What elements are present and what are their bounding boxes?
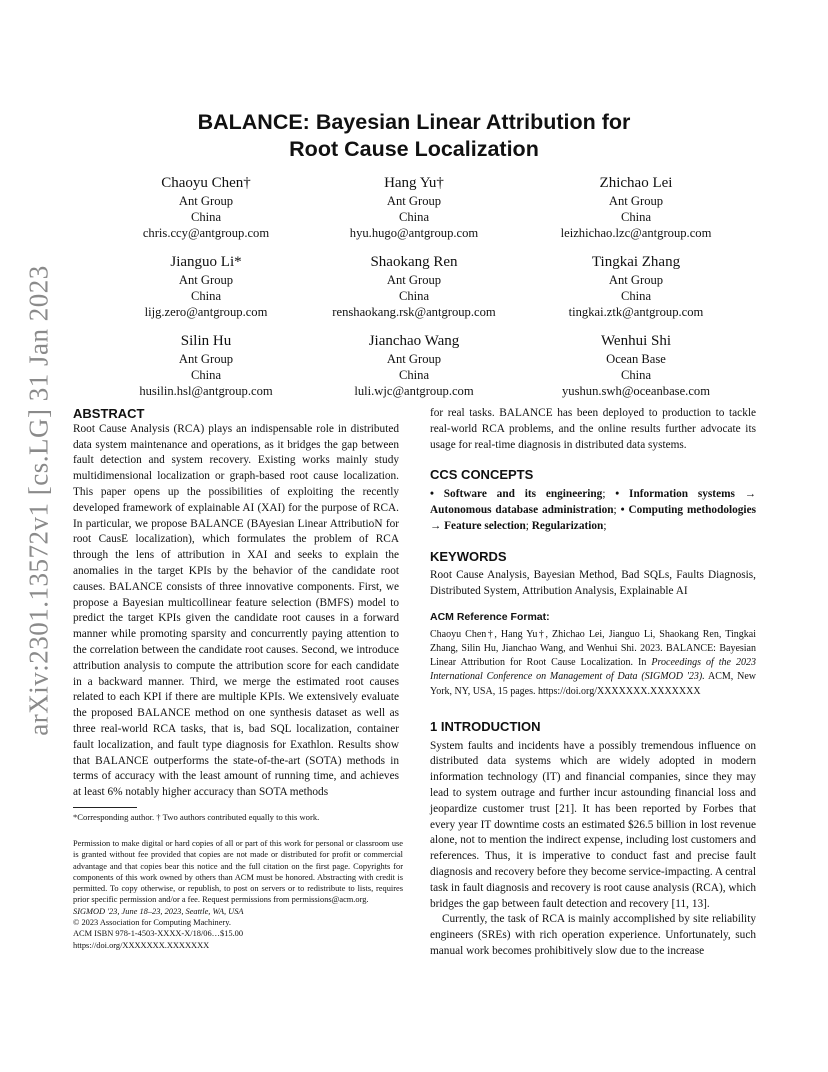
author-silin-hu: Silin Hu Ant Group China husilin.hsl@antgroup.com [139,333,273,398]
intro-p2: Currently, the task of RCA is mainly accomplished by site reliability engineers (SREs) with rich operation experience. Unfortunately, such manual work becomes prohibitively slow due to the increase [430,913,756,957]
left-column [73,406,399,801]
keywords-text: Root Cause Analysis, Bayesian Method, Bad SQLs, Faults Diagnosis, Distributed System, Attribution Analysis, Explainable AI [430,569,756,598]
intro-heading: 1 INTRODUCTION [430,718,541,734]
author-shaokang-ren: Shaokang Ren Ant Group China renshaokang.rsk@antgroup.com [332,254,496,319]
copyright: © 2023 Association for Computing Machinery. [73,918,231,928]
footnote: *Corresponding author. † Two authors contributed equally to this work. [73,812,320,822]
author-jianguo-li: Jianguo Li* Ant Group China lijg.zero@antgroup.com [144,254,268,319]
permission-text: Permission to make digital or hard copies of all or part of this work for personal or classroom use is granted without fee provided that copies are not made or distributed for profit or commercial advantage and that copies bear this notice and the full citation on the first page. Copyrights for components of this work owned by others than ACM must be honored. Abstracting with credit is permitted. To copy otherwise, or republish, to post on servers or to redistribute to lists, requires prior specific permission and/or a fee. Request permissions from permissions@acm.org. [73,839,403,905]
paper-title: BALANCE: Bayesian Linear Attribution for Root Cause Localization [197,110,631,161]
abstract-text: Root Cause Analysis (RCA) plays an indispensable role in distributed data system maintenance and operations, as it bridges the gap between fault detection and system recovery. Existing works mainly study multidimensional localization or graph-based root cause localization. This paper opens up the possibilities of exploiting the recently developed framework of explainable AI (XAI) for the purpose of RCA. In particular, we propose BALANCE (BAyesian Linear AttributioN for root CausE localization), which formulates the problem of RCA through the lens of attribution in XAI and seeks to explain the anomalies in the target KPIs by the behavior of the candidate root causes. BALANCE consists of three innovative components. First, we propose a Bayesian multicollinear feature selection (BMFS) model to predict the target KPIs given the candidate root causes in a forward manner while promoting sparsity and concurrently paying attention to the correlation between the candidate root causes. Second, we introduce attribution analysis to compute the attribution score for each candidate in a backward manner. Third, we merge the estimated root causes related to each KPI if there are multiple KPIs. We extensively evaluate the proposed BALANCE method on one synthesis dataset as well as three real-world RCA tasks, that is, bad SQL localization, container fault localization, and fault type diagnosis for Exathlon. Results show that BALANCE outperforms the state-of-the-art (SOTA) methods in terms of accuracy with the least amount of running time, and achieves at least 6% notably higher accuracy than SOTA methods [73,422,399,799]
author-tingkai-zhang: Tingkai Zhang Ant Group China tingkai.ztk@antgroup.com [568,254,704,319]
author-jianchao-wang: Jianchao Wang Ant Group China luli.wjc@antgroup.com [354,333,474,398]
abstract-continuation: for real tasks. BALANCE has been deployed to production to tackle real-world RCA problems, and the online results further advocate its usage for real-time diagnosis in distributed data systems. [430,407,756,451]
author-zhichao-lei: Zhichao Lei Ant Group China leizhichao.lzc@antgroup.com [560,175,712,240]
author-wenhui-shi: Wenhui Shi Ocean Base China yushun.swh@oceanbase.com [562,333,710,398]
author-chaoyu-chen: Chaoyu Chen† Ant Group China chris.ccy@antgroup.com [142,175,270,240]
doi-link[interactable]: https://doi.org/XXXXXXX.XXXXXXX [73,940,210,950]
arxiv-id: arXiv:2301.13572v1 [cs.LG] 31 Jan 2023 [23,264,54,736]
ccs-text: • Software and its engineering; • Information systems → Autonomous database administration; • Computing methodologies → Feature selection; Regularization; [430,488,757,532]
arxiv-stamp [14,230,64,770]
acm-ref-text: Chaoyu Chen†, Hang Yu†, Zhichao Lei, Jianguo Li, Shaokang Ren, Tingkai Zhang, Silin Hu, Jianchao Wang, and Wenhui Shi. 2023. BALANCE: Bayesian Linear Attribution for Root Cause Localization. In Proceedings of the 2023 International Conference on Management of Data (SIGMOD '23). ACM, New York, NY, USA, 15 pages. https://doi.org/XXXXXXX.XXXXXXX [430,628,756,697]
author-hang-yu: Hang Yu† Ant Group China hyu.hugo@antgroup.com [349,175,479,240]
ccs-heading: CCS CONCEPTS [430,467,534,483]
acm-ref-heading: ACM Reference Format: [430,610,550,623]
abstract-heading: ABSTRACT [73,406,145,421]
footnote-rule [73,807,137,808]
isbn: ACM ISBN 978-1-4503-XXXX-X/18/06…$15.00 [73,929,244,939]
permission-block [73,838,403,951]
venue: SIGMOD '23, June 18–23, 2023, Seattle, WA, USA [73,906,244,916]
keywords-heading: KEYWORDS [430,548,507,564]
intro-p1: System faults and incidents have a possibly tremendous influence on distributed data systems which are widely adopted in modern information technology (IT) and financial companies, since they may lead to system outrage and further incur astounding financial loss and jeopardize customer trust [21]. It has been reported by Forbes that every year IT downtime costs an estimated $26.5 billion in lost revenue alone, not to mention the indirect expense, including lost customers and references. Thus, it is imperative to conduct fast and precise fault diagnosis and recovery before they become service-impacting. A central task in fault diagnosis and recovery is root cause analysis (RCA), which bridges the gap between fault detection and recovery [11, 13]. [430,739,756,910]
right-column [430,406,756,960]
